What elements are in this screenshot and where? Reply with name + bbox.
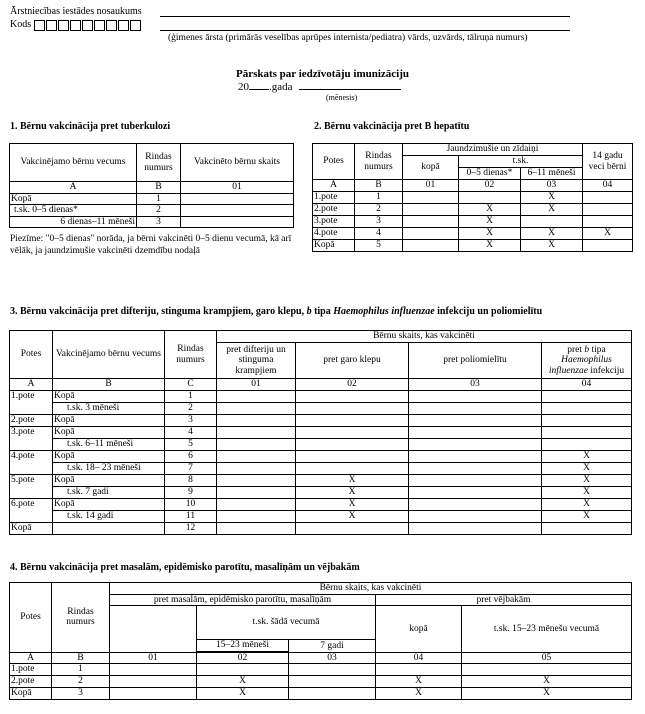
s4-code: 03 — [289, 652, 376, 664]
s2-code: 03 — [521, 180, 583, 192]
s3-cell[interactable] — [409, 522, 542, 534]
s4-row-label: 2.pote — [10, 676, 52, 688]
s4-code: 05 — [462, 652, 632, 664]
s3-cell[interactable] — [409, 414, 542, 426]
s3-row-dose — [10, 486, 53, 498]
s3-cell[interactable] — [296, 426, 409, 438]
s2-table — [312, 143, 633, 252]
s2-cell[interactable] — [583, 203, 633, 215]
s2-h-doses: Potes — [313, 144, 355, 180]
s1-code: B — [137, 182, 181, 194]
s2-code: 04 — [583, 180, 633, 192]
s3-cell[interactable] — [542, 438, 632, 450]
s2-row-label: 2.pote — [313, 203, 355, 215]
s3-cell[interactable] — [217, 402, 296, 414]
s4-h-var-incl: t.sk. 15–23 mēnešu vecumā — [462, 606, 632, 653]
s4-cell[interactable] — [110, 664, 197, 676]
s3-h-hib — [542, 343, 632, 379]
s2-code: 01 — [403, 180, 459, 192]
s2-cell[interactable] — [459, 191, 521, 203]
s2-row-num: 5 — [355, 239, 403, 251]
s2-row-num: 1 — [355, 191, 403, 203]
s4-cell[interactable]: X — [462, 676, 632, 688]
s1-row-label: Kopā — [10, 193, 137, 205]
s3-h-hib-d: Haemophilus influenzae — [548, 355, 612, 376]
s2-cell[interactable]: X — [583, 227, 633, 239]
s2-row-num: 3 — [355, 215, 403, 227]
s3-cell[interactable] — [217, 450, 296, 462]
s3-row-num: 6 — [165, 450, 217, 462]
s4-h-mmr-total — [110, 606, 197, 653]
s1-cell[interactable] — [181, 205, 294, 217]
s2-cell[interactable]: X — [521, 191, 583, 203]
s3-table — [9, 330, 632, 535]
s4-code: 01 — [110, 652, 197, 664]
s3-row-num: 4 — [165, 426, 217, 438]
s3-row-num: 2 — [165, 402, 217, 414]
s2-h-05: 0–5 dienas* — [459, 168, 521, 180]
s1-row-label: 6 dienas–11 mēneši — [10, 216, 137, 228]
s3-table-row — [10, 498, 632, 510]
month-caption: (mēnesis) — [326, 93, 358, 102]
s1-h-age: Vakcinējamo bērnu vecums — [10, 144, 137, 182]
year-prefix: 20 — [238, 81, 249, 93]
s2-cell[interactable] — [403, 215, 459, 227]
s2-cell[interactable] — [583, 191, 633, 203]
s3-h-polio: pret poliomielītu — [409, 343, 542, 379]
s4-h-mmr: pret masalām, epidēmisko parotītu, masalīņām — [110, 594, 376, 606]
s4-cell[interactable]: X — [376, 688, 462, 700]
s4-table — [9, 582, 632, 700]
s2-h-14: 14 gadu veci bērni — [583, 144, 633, 180]
s3-title-e: infekciju un poliomielītu — [434, 306, 543, 317]
s3-row-age: t.sk. 18– 23 mēneši — [53, 462, 165, 474]
s3-title-b: b — [306, 306, 312, 317]
s3-row-dose — [10, 438, 53, 450]
s3-row-num: 5 — [165, 438, 217, 450]
s3-row-dose: 6.pote — [10, 498, 53, 510]
institution-label: Ārstniecības iestādes nosaukums — [10, 6, 142, 17]
s1-cell[interactable] — [181, 216, 294, 228]
s3-cell[interactable] — [409, 462, 542, 474]
s3-table-row — [10, 462, 632, 474]
s4-h-count: Bērnu skaits, kas vakcinēti — [110, 583, 632, 595]
s4-cell[interactable] — [289, 676, 376, 688]
s4-cell[interactable] — [110, 688, 197, 700]
s3-row-dose: 4.pote — [10, 450, 53, 462]
s4-row-num: 1 — [52, 664, 110, 676]
s3-h-age: Vakcinējamo bērnu vecums — [53, 331, 165, 379]
s3-row-dose: 2.pote — [10, 414, 53, 426]
s3-row-age: Kopā — [53, 450, 165, 462]
s3-cell[interactable] — [409, 402, 542, 414]
s3-cell[interactable]: X — [542, 462, 632, 474]
s3-cell[interactable] — [542, 522, 632, 534]
s1-h-row: Rindas numurs — [137, 144, 181, 182]
year-suffix: .gada — [269, 81, 293, 93]
s3-title-a: 3. Bērnu vakcinācija pret difteriju, stinguma krampjiem, garo klepu, — [10, 306, 307, 317]
s4-code: A — [10, 652, 52, 664]
s4-h-var: pret vējbakām — [376, 594, 632, 606]
s3-cell[interactable] — [217, 474, 296, 486]
s4-row-label: 1.pote — [10, 664, 52, 676]
s3-cell[interactable]: X — [296, 486, 409, 498]
s3-cell[interactable]: X — [542, 510, 632, 522]
s4-h-age: t.sk. šādā vecumā — [197, 606, 376, 640]
s3-row-dose: 5.pote — [10, 474, 53, 486]
s3-cell[interactable] — [217, 390, 296, 402]
s3-table-row — [10, 486, 632, 498]
s3-row-age: t.sk. 7 gadi — [53, 486, 165, 498]
s3-cell[interactable] — [296, 462, 409, 474]
s1-cell[interactable] — [181, 193, 294, 205]
s3-code: C — [165, 379, 217, 391]
s3-cell[interactable] — [409, 486, 542, 498]
s3-cell[interactable] — [217, 522, 296, 534]
code-boxes[interactable] — [34, 20, 141, 31]
s2-cell[interactable] — [403, 227, 459, 239]
s2-h-row: Rindas numurs — [355, 144, 403, 180]
s2-code: A — [313, 180, 355, 192]
s2-cell[interactable] — [583, 215, 633, 227]
s4-table-row — [10, 676, 632, 688]
s3-cell[interactable] — [217, 498, 296, 510]
s4-code: 04 — [376, 652, 462, 664]
s3-cell[interactable] — [217, 486, 296, 498]
s3-row-num: 9 — [165, 486, 217, 498]
doctor-line[interactable] — [160, 30, 570, 31]
s3-cell[interactable]: X — [296, 474, 409, 486]
s4-cell[interactable] — [289, 664, 376, 676]
s2-row-label: 3.pote — [313, 215, 355, 227]
s2-cell[interactable]: X — [521, 203, 583, 215]
s4-cell[interactable]: X — [462, 688, 632, 700]
s3-row-num: 10 — [165, 498, 217, 510]
s3-cell[interactable] — [409, 510, 542, 522]
s2-cell[interactable] — [403, 191, 459, 203]
s1-row-num: 1 — [137, 193, 181, 205]
s2-cell[interactable] — [583, 239, 633, 251]
s3-cell[interactable]: X — [542, 498, 632, 510]
s3-row-num: 1 — [165, 390, 217, 402]
s3-row-dose — [10, 402, 53, 414]
s3-row-age: Kopā — [53, 474, 165, 486]
s3-h-hib-b: b — [584, 344, 590, 355]
s4-row-num: 3 — [52, 688, 110, 700]
s2-h-incl: t.sk. — [459, 156, 583, 168]
s3-cell[interactable] — [217, 426, 296, 438]
s3-h-hib-e: infekciju — [587, 365, 625, 376]
s3-row-age — [53, 522, 165, 534]
s4-cell[interactable]: X — [197, 676, 289, 688]
s3-table-row — [10, 522, 632, 534]
doctor-caption: (ģimenes ārsta (primārās veselības aprūpes internista/pediatra) vārds, uzvārds, tālruņa numurs) — [168, 33, 528, 43]
s3-row-dose — [10, 462, 53, 474]
s2-cell[interactable] — [521, 215, 583, 227]
s3-h-hib-c: tipa — [589, 344, 606, 355]
s2-row-label: 1.pote — [313, 191, 355, 203]
s3-table-row — [10, 402, 632, 414]
s3-h-row: Rindas numurs — [165, 331, 217, 379]
s4-code: B — [52, 652, 110, 664]
s4-code: 02 — [197, 652, 289, 664]
s3-cell[interactable] — [542, 402, 632, 414]
s3-table-row — [10, 414, 632, 426]
s3-cell[interactable] — [296, 450, 409, 462]
s1-title: 1. Bērnu vakcinācija pret tuberkulozi — [10, 121, 171, 132]
s1-h-count: Vakcinēto bērnu skaits — [181, 144, 294, 182]
s3-row-num: 8 — [165, 474, 217, 486]
s3-h-count: Bērnu skaits, kas vakcinēti — [217, 331, 632, 343]
s3-code: 02 — [296, 379, 409, 391]
s2-h-total: kopā — [403, 156, 459, 180]
s3-code: 03 — [409, 379, 542, 391]
s3-cell[interactable] — [217, 438, 296, 450]
s3-cell[interactable] — [409, 474, 542, 486]
s4-cell[interactable] — [462, 664, 632, 676]
s3-table-row — [10, 390, 632, 402]
s3-title-c: tipa — [311, 306, 334, 317]
s3-row-age: Kopā — [53, 390, 165, 402]
s1-code: A — [10, 182, 137, 194]
s2-cell[interactable]: X — [459, 239, 521, 251]
month-field[interactable] — [299, 89, 401, 90]
s2-cell[interactable]: X — [459, 227, 521, 239]
s3-row-num: 12 — [165, 522, 217, 534]
year-field[interactable] — [249, 89, 269, 90]
s3-row-dose: Kopā — [10, 522, 53, 534]
s3-row-num: 3 — [165, 414, 217, 426]
s4-cell[interactable]: X — [376, 676, 462, 688]
s3-table-row — [10, 450, 632, 462]
s1-table — [9, 143, 294, 228]
s3-cell[interactable] — [409, 450, 542, 462]
s3-h-hib-a: pret — [567, 344, 585, 355]
s3-row-age: Kopā — [53, 498, 165, 510]
s4-cell[interactable]: X — [197, 688, 289, 700]
s3-title — [10, 306, 542, 317]
s3-code: B — [53, 379, 165, 391]
s4-cell[interactable] — [289, 688, 376, 700]
s3-cell[interactable] — [296, 438, 409, 450]
s3-cell[interactable] — [296, 390, 409, 402]
s4-cell[interactable] — [376, 664, 462, 676]
s3-row-age: Kopā — [53, 414, 165, 426]
s3-cell[interactable] — [542, 414, 632, 426]
s4-cell[interactable] — [110, 676, 197, 688]
s3-cell[interactable]: X — [296, 498, 409, 510]
s3-row-age: t.sk. 6–11 mēneši — [53, 438, 165, 450]
s3-cell[interactable]: X — [542, 486, 632, 498]
s3-cell[interactable] — [296, 414, 409, 426]
s2-row-num: 2 — [355, 203, 403, 215]
s3-row-age: t.sk. 3 mēneši — [53, 402, 165, 414]
s1-row-num: 3 — [137, 216, 181, 228]
s3-title-d: Haemophilus influenzae — [333, 306, 435, 317]
s4-table-row — [10, 688, 632, 700]
s1-row-label: t.sk. 0–5 dienas* — [10, 205, 137, 217]
s3-h-doses: Potes — [10, 331, 53, 379]
s3-cell[interactable] — [409, 390, 542, 402]
s2-row-num: 4 — [355, 227, 403, 239]
s3-table-row — [10, 510, 632, 522]
s3-row-dose: 1.pote — [10, 390, 53, 402]
s3-cell[interactable] — [542, 390, 632, 402]
s3-code: A — [10, 379, 53, 391]
s1-row-num: 2 — [137, 205, 181, 217]
s2-h-newborn: Jaundzimušie un zīdaiņi — [403, 144, 583, 156]
s4-row-label: Kopā — [10, 688, 52, 700]
s2-cell[interactable]: X — [521, 239, 583, 251]
s2-code: B — [355, 180, 403, 192]
s2-cell[interactable] — [403, 239, 459, 251]
s4-h-total: kopā — [376, 606, 462, 653]
s4-cell[interactable] — [197, 664, 289, 676]
s3-cell[interactable]: X — [296, 510, 409, 522]
s2-cell[interactable]: X — [459, 203, 521, 215]
s3-cell[interactable] — [409, 438, 542, 450]
s4-row-num: 2 — [52, 676, 110, 688]
report-period — [238, 81, 401, 93]
s4-table-row — [10, 664, 632, 676]
s3-cell[interactable] — [217, 414, 296, 426]
s2-cell[interactable]: X — [521, 227, 583, 239]
s3-cell[interactable] — [217, 462, 296, 474]
s3-table-row — [10, 426, 632, 438]
s3-cell[interactable] — [296, 522, 409, 534]
s3-cell[interactable] — [296, 402, 409, 414]
s1-note: Piezīme: "0–5 dienas" norāda, ja bērni vakcinēti 0–5 dienu vecumā, kā arī vēlāk, ja jaundzimušie vakcinēti dzemdību nodaļā — [10, 234, 292, 256]
s3-row-age: t.sk. 14 gadi — [53, 510, 165, 522]
institution-line[interactable] — [160, 16, 570, 17]
s3-table-row — [10, 438, 632, 450]
s3-cell[interactable] — [409, 498, 542, 510]
s1-code: 01 — [181, 182, 294, 194]
s2-cell[interactable]: X — [459, 215, 521, 227]
s3-cell[interactable]: X — [542, 474, 632, 486]
s3-h-dift: pret difteriju un stinguma krampjiem — [217, 343, 296, 379]
s2-row-label: Kopā — [313, 239, 355, 251]
s3-code: 01 — [217, 379, 296, 391]
s4-h-row: Rindas numurs — [52, 583, 110, 653]
s2-code: 02 — [459, 180, 521, 192]
s4-h-doses: Potes — [10, 583, 52, 653]
s3-row-dose: 3.pote — [10, 426, 53, 438]
s3-row-dose — [10, 510, 53, 522]
report-title: Pārskats par iedzīvotāju imunizāciju — [235, 68, 410, 80]
s2-h-611: 6–11 mēneši — [521, 168, 583, 180]
s3-code: 04 — [542, 379, 632, 391]
s3-h-pert: pret garo klepu — [296, 343, 409, 379]
s2-cell[interactable] — [403, 203, 459, 215]
s3-cell[interactable] — [409, 426, 542, 438]
s4-h-7: 7 gadi — [289, 640, 376, 653]
s3-row-num: 7 — [165, 462, 217, 474]
s4-h-1523: 15–23 mēneši — [197, 640, 289, 652]
s3-row-num: 11 — [165, 510, 217, 522]
s2-title: 2. Bērnu vakcinācija pret B hepatītu — [314, 121, 470, 132]
code-label: Kods — [10, 19, 32, 30]
s3-cell[interactable] — [542, 426, 632, 438]
s4-title: 4. Bērnu vakcinācija pret masalām, epidēmisko parotītu, masalīņām un vējbakām — [10, 562, 360, 573]
s3-table-row — [10, 474, 632, 486]
s2-row-label: 4.pote — [313, 227, 355, 239]
s3-row-age: Kopā — [53, 426, 165, 438]
s3-cell[interactable] — [217, 510, 296, 522]
s3-cell[interactable]: X — [542, 450, 632, 462]
